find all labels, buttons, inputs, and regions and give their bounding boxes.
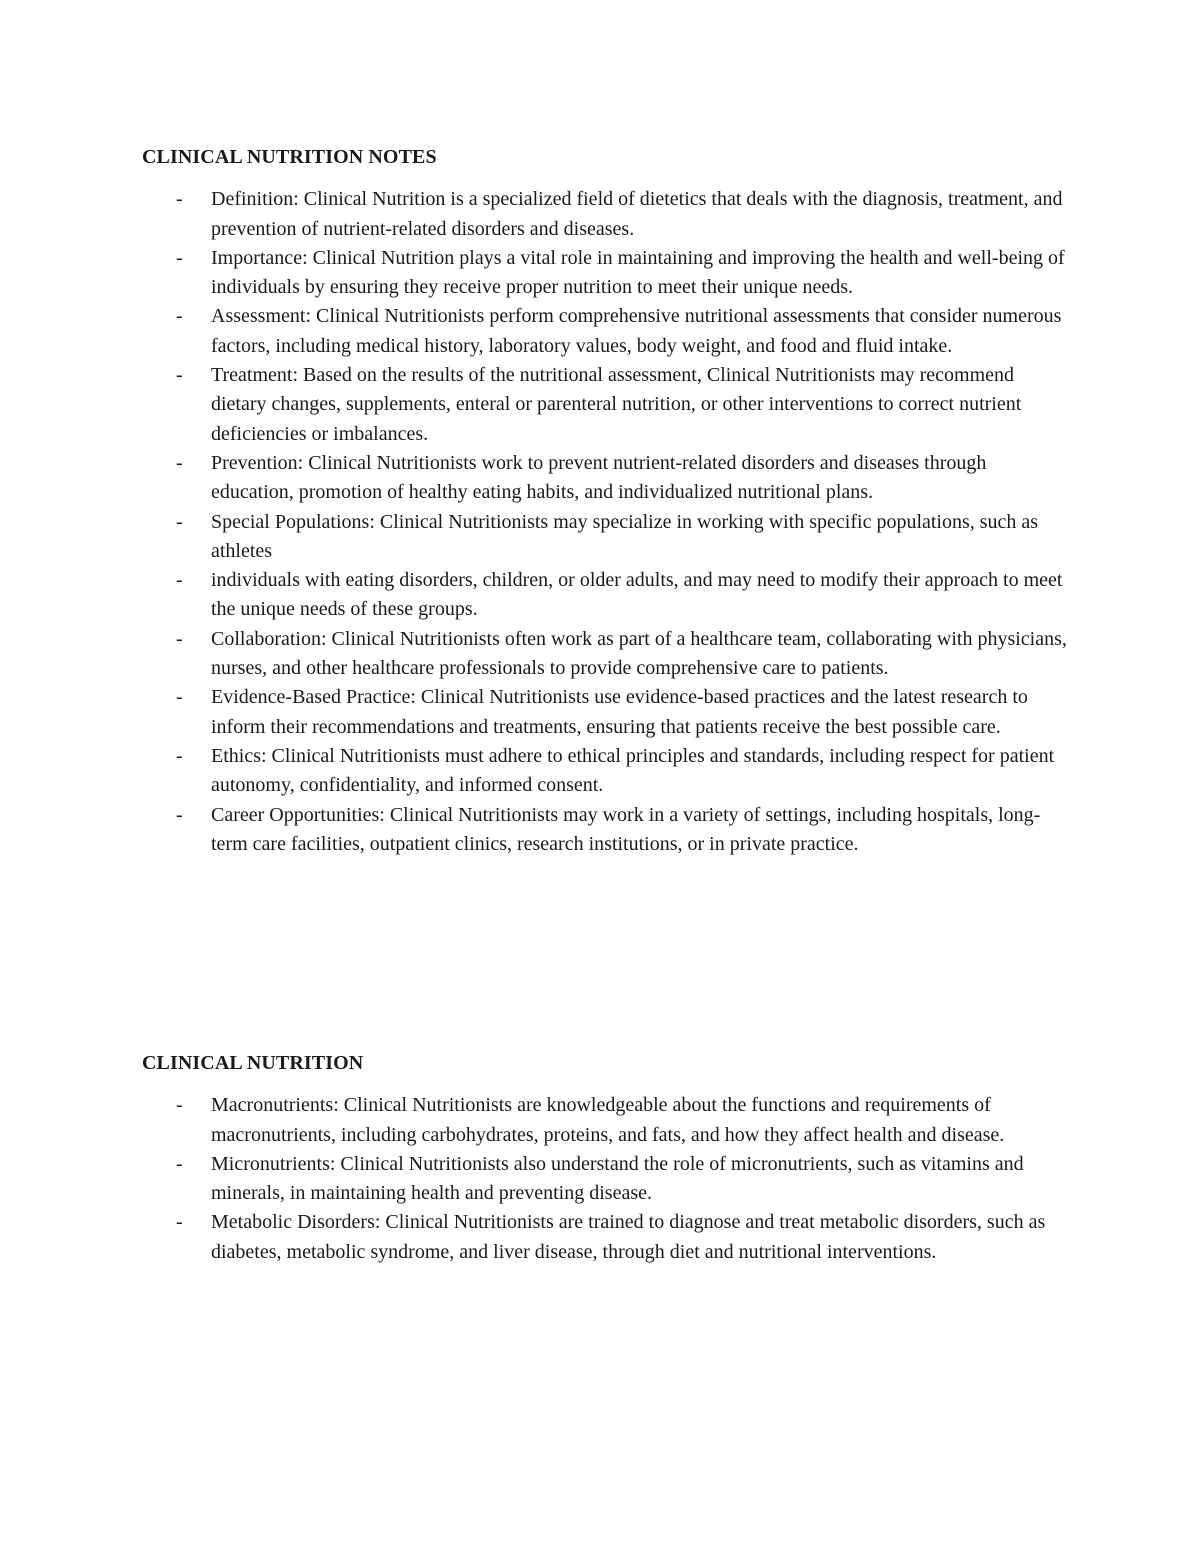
bullet-dash: - — [176, 686, 183, 709]
bullet-dash: - — [176, 364, 183, 387]
list-item-text: individuals with eating disorders, children, or older adults, and may need to modify their approach to meet the unique needs of these groups. — [211, 569, 1063, 621]
list-item — [142, 1208, 1072, 1267]
section-clinical-nutrition — [142, 1049, 1072, 1267]
bullet-dash: - — [176, 246, 183, 269]
section-heading: CLINICAL NUTRITION — [142, 1052, 364, 1074]
bullet-dash: - — [176, 1211, 183, 1234]
bullet-dash: - — [176, 1094, 183, 1117]
list-item-text: Evidence-Based Practice: Clinical Nutritionists use evidence-based practices and the latest research to inform their recommendations and treatments, ensuring that patients receive the best possible care. — [211, 686, 1028, 738]
list-item — [142, 508, 1072, 567]
list-item — [142, 801, 1072, 860]
bullet-dash: - — [176, 627, 183, 650]
list-item-text: Career Opportunities: Clinical Nutritionists may work in a variety of settings, including hospitals, long-term care facilities, outpatient clinics, research institutions, or in private practice. — [211, 803, 1041, 855]
list-item-text: Macronutrients: Clinical Nutritionists are knowledgeable about the functions and requirements of macronutrients, including carbohydrates, proteins, and fats, and how they affect health and disease. — [211, 1094, 1005, 1146]
list-item-text: Definition: Clinical Nutrition is a specialized field of dietetics that deals with the diagnosis, treatment, and prevention of nutrient-related disorders and diseases. — [211, 188, 1063, 240]
list-item-text: Prevention: Clinical Nutritionists work to prevent nutrient-related disorders and diseases through education, promotion of healthy eating habits, and individualized nutritional plans. — [211, 451, 987, 504]
bullet-dash: - — [176, 803, 183, 826]
list-item — [142, 742, 1072, 801]
list-item-text: Special Populations: Clinical Nutritionists may specialize in working with specific populations, such as athletes — [211, 510, 1039, 562]
list-item-text: Treatment: Based on the results of the nutritional assessment, Clinical Nutritionists may recommend dietary changes, supplements, enteral or parenteral nutrition, or other interventions to correct nutrient deficiencies or imbalances. — [211, 364, 1022, 445]
list-item-text: Ethics: Clinical Nutritionists must adhere to ethical principles and standards, including respect for patient autonomy, confidentiality, and informed consent. — [211, 744, 1055, 797]
list-item — [142, 185, 1072, 244]
list-item-text: Importance: Clinical Nutrition plays a vital role in maintaining and improving the health and well-being of individuals by ensuring they receive proper nutrition to meet their unique needs. — [211, 246, 1065, 299]
bullet-dash: - — [176, 510, 183, 533]
list-item — [142, 1150, 1072, 1209]
list-item-text: Metabolic Disorders: Clinical Nutritionists are trained to diagnose and treat metabolic disorders, such as diabetes, metabolic syndrome, and liver disease, through diet and nutritional interventions. — [211, 1211, 1046, 1263]
bullet-list — [142, 1091, 1072, 1267]
section-heading: CLINICAL NUTRITION NOTES — [142, 146, 437, 168]
list-item — [142, 449, 1072, 508]
bullet-dash: - — [176, 569, 183, 592]
list-item-text: Micronutrients: Clinical Nutritionists also understand the role of micronutrients, such as vitamins and minerals, in maintaining health and preventing disease. — [211, 1152, 1024, 1205]
list-item-text: Collaboration: Clinical Nutritionists often work as part of a healthcare team, collaborating with physicians, nurses, and other healthcare professionals to provide comprehensive care to patients. — [211, 627, 1067, 680]
bullet-dash: - — [176, 1152, 183, 1175]
list-item-text: Assessment: Clinical Nutritionists perform comprehensive nutritional assessments that consider numerous factors, including medical history, laboratory values, body weight, and food and fluid intake. — [211, 305, 1062, 357]
list-item — [142, 625, 1072, 684]
bullet-dash: - — [176, 188, 183, 211]
list-item — [142, 1091, 1072, 1150]
list-item — [142, 361, 1072, 449]
section-clinical-nutrition-notes — [142, 143, 1072, 859]
list-item — [142, 683, 1072, 742]
bullet-list — [142, 185, 1072, 859]
list-item — [142, 566, 1072, 625]
list-item — [142, 244, 1072, 303]
bullet-dash: - — [176, 305, 183, 328]
list-item — [142, 302, 1072, 361]
bullet-dash: - — [176, 451, 183, 474]
bullet-dash: - — [176, 744, 183, 767]
